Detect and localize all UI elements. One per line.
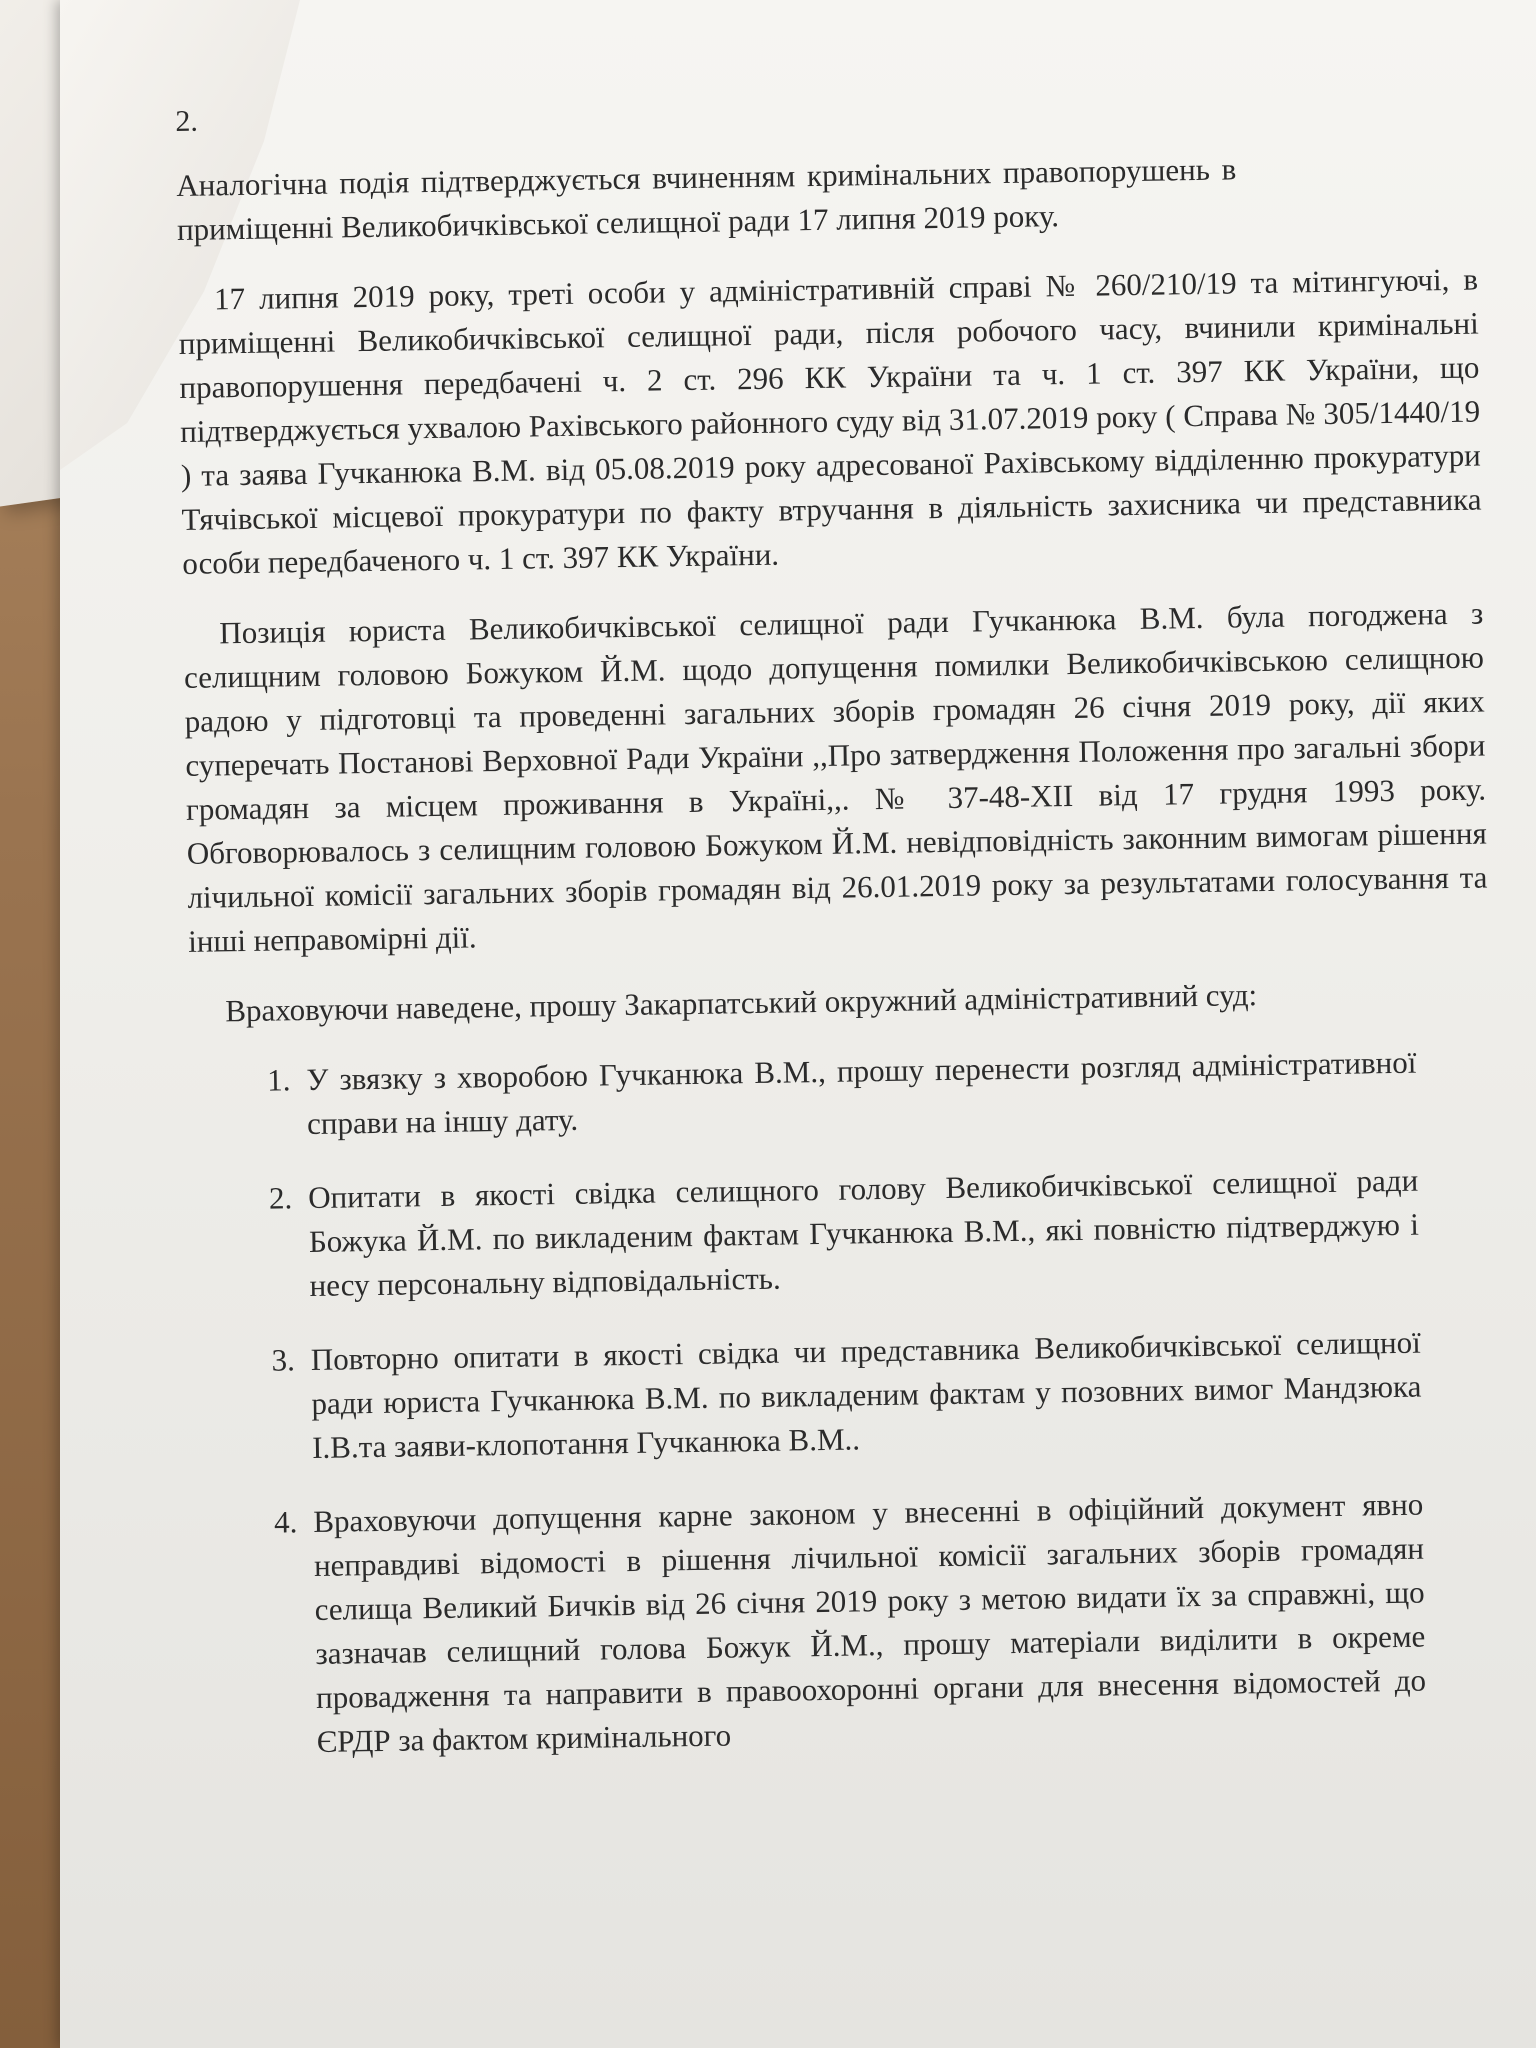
document-text [175, 80, 1501, 1796]
paragraph-request-intro: Враховуючи наведене, прошу Закарпатський окружний адміністративний суд: [225, 977, 1258, 1029]
list-item [192, 1157, 1494, 1309]
paragraph-events: 17 липня 2019 року, треті особи у адміністративній справі № 260/210/19 та мітингуючі, в приміщенні Великобичківської селищної ради, після робочого часу, вчинили кримінальні правопорушення передбачені ч. 2 ст. 296 КК України та ч. 1 ст. 397 КК України, що підтверджується ухвалою Рахівського районного суду від 31.07.2019 року ( Справа № 305/1440/19 ) та заява Гучканюка В.М. від 05.08.2019 року адресованої Рахівському відділенню прокуратури Тячівської місцевої прокуратури по факту втручання в діяльність захисника чи представника особи передбаченого ч. 1 ст. 397 КК України. [178, 261, 1482, 581]
list-item-text: Опитати в якості свідка селищного голову Великобичківської селищної ради Божука Й.М. по викладеним фактам Гучканюка В.М., які повністю підтверджую і несу персональну відповідальність. [307, 1162, 1420, 1304]
list-item-text: Враховуючи допущення карне законом у внесенні в офіційний документ явно неправдиві відомості в рішення лічильної комісії загальних зборів громадян селища Великий Бичків від 26 січня 2019 року з метою видати їх за справжні, що зазначав селищний голова Божук Й.М., прошу матеріали виділити в окреме провадження та направити в правоохоронні органи для внесення відомостей до ЄРДР за фактом кримінального [313, 1486, 1427, 1759]
list-item-number: 2. [268, 1180, 293, 1216]
list-item-number: 1. [266, 1062, 291, 1098]
list-item-number: 3. [271, 1342, 296, 1378]
request-list [190, 1039, 1501, 1765]
page-number: 2. [175, 104, 199, 138]
list-item [190, 1039, 1491, 1147]
list-item [194, 1319, 1496, 1471]
list-item [197, 1481, 1501, 1765]
list-item-number: 4. [273, 1504, 298, 1540]
list-item-text: У звязку з хворобою Гучканюка В.М., прошу перенести розгляд адміністративної справи на іншу дату. [306, 1044, 1417, 1142]
list-item-text: Повторно опитати в якості свідка чи представника Великобичківської селищної ради юриста Гучканюка В.М. по викладеним фактам у позовних вимог Мандзюка І.В.та заяви-клопотання Гучканюка В.М.. [310, 1324, 1422, 1466]
paragraph-position: Позиція юриста Великобичківської селищної ради Гучканюка В.М. була погоджена з селищним головою Божуком Й.М. щодо допущення помилки Великобичківською селищною радою у підготовці та проведенні загальних зборів громадян 26 січня 2019 року, дії яких суперечать Постанові Верховної Ради України ,,Про затвердження Положення про загальні збори громадян за місцем проживання в Україні,,. № 37-48-XII від 17 грудня 1993 року. Обговорювалось з селищним головою Божуком Й.М. невідповідність законним вимогам рішення лічильної комісії загальних зборів громадян від 26.01.2019 року за результатами голосування та інші неправомірні дії. [183, 595, 1488, 959]
paragraph-intro: Аналогічна подія підтверджується вчиненням кримінальних правопорушень в приміщенні Великобичківської селищної ради 17 липня 2019 року. [176, 151, 1237, 247]
